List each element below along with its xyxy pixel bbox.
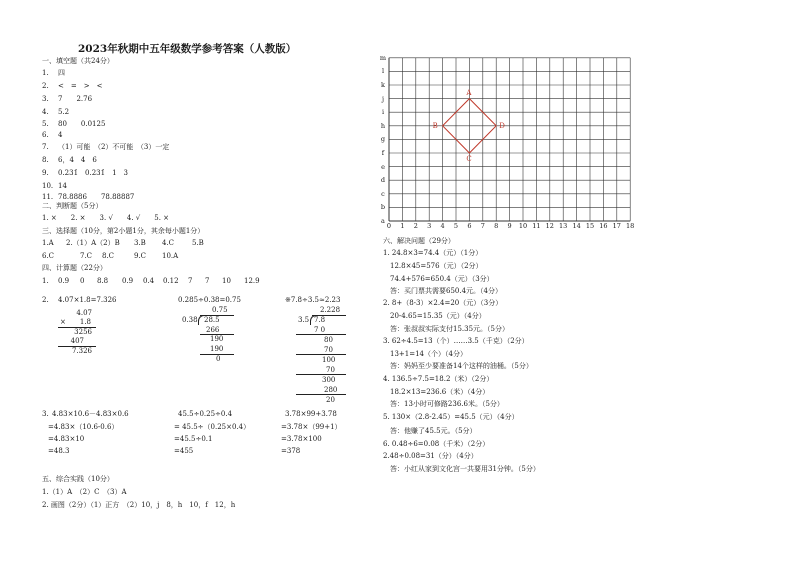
choice-item: 9.C <box>134 252 147 260</box>
solve-step-line: 20-4.65=15.35（元）（4分） <box>390 312 486 320</box>
solve-step-line: 答：13小时可修路236.6米。（5分） <box>390 400 504 408</box>
solve-step-line: 74.4+576=650.4（元）（3分） <box>390 275 494 283</box>
choice-item: 5.B <box>192 239 204 247</box>
calc3-a-line: 4.83×10.6－4.83×0.6 <box>52 410 129 418</box>
solve-question-line: 3. 62÷4.5=13（个）……3.5（千克）（2分） <box>383 337 529 345</box>
calc2-a-line: 4.07 <box>76 309 92 317</box>
section-fill-heading: 一、填空题（共24分） <box>42 57 114 65</box>
calc2-c-quotient: 2.228 <box>320 306 341 314</box>
fill-item-number: 11. <box>42 193 54 201</box>
choice-item: 4.C <box>162 239 175 247</box>
fill-item-answer: 78.8886 78.88887 <box>58 193 135 201</box>
calc2-b-line: 190 <box>210 345 224 353</box>
calc1-item: 0.9 <box>58 277 70 285</box>
section-judge-heading: 二、判断题（5分） <box>42 202 103 210</box>
choice-item: 6.C <box>42 252 55 260</box>
solve-question-line: 5. 130×（2.8-2.45）=45.5（元）（4分） <box>383 413 519 421</box>
calc3-c-line: 3.78×99+3.78 <box>285 410 337 418</box>
point-label: D <box>499 121 505 130</box>
choice-item: 3.B <box>134 239 146 247</box>
fill-item-number: 4. <box>42 108 49 116</box>
x-axis-label: 16 <box>599 222 608 230</box>
calc2-c-rule <box>296 334 346 335</box>
x-axis-label: 0 <box>386 222 392 230</box>
calc2-a-equation: 4.07×1.8=7.326 <box>58 296 117 304</box>
section-choice-heading: 三、选择题（10分，第2小题1分，其余每小题1分） <box>42 227 205 235</box>
fill-item-answer: 7 2.76 <box>58 95 93 103</box>
y-axis-label: i <box>381 108 385 117</box>
y-axis-label: b <box>380 203 386 212</box>
point-label: C <box>466 155 472 163</box>
x-axis-label: 18 <box>626 222 635 230</box>
x-axis-label: 7 <box>480 222 485 230</box>
x-axis-label: 15 <box>585 222 595 230</box>
page-title: 2023年秋期中五年级数学参考答案（人教版） <box>78 43 297 55</box>
y-axis-label: d <box>380 176 386 185</box>
fill-item-number: 9. <box>42 169 49 177</box>
fill-item-answer: < = > < <box>58 82 103 90</box>
y-axis-label: e <box>381 162 385 171</box>
y-axis-label: f <box>381 149 385 157</box>
calc1-item: 10 <box>222 277 231 285</box>
fill-item-number: 5. <box>42 120 49 128</box>
calc2-b-line: 266 <box>206 326 220 334</box>
calc2-c-line: 280 <box>324 386 338 394</box>
y-axis-label: j <box>381 94 384 103</box>
calc2-b-quotient: 0.75 <box>212 306 228 314</box>
calc2-b-line: 0 <box>216 355 221 363</box>
square-shape <box>443 99 497 153</box>
x-axis-label: 13 <box>559 222 568 230</box>
section-calc-heading: 四、计算题（22分） <box>42 264 107 272</box>
fill-item-number: 8. <box>42 156 49 164</box>
calc2-b-divisor: 0.38 <box>182 316 198 324</box>
fill-item-answer: 4 <box>58 131 63 139</box>
calc1-item: 7 <box>205 277 210 285</box>
solve-step-line: 答：他赚了45.5元。（5分） <box>390 427 477 435</box>
calc1-item: 7 <box>188 277 193 285</box>
calc2-c-line: 20 <box>326 396 335 404</box>
practice-2: 2. 画图（2分）（1）正方 （2）10，j 8，h 10，f 12，h <box>42 501 236 509</box>
calc3-label: 3. <box>42 410 49 418</box>
y-axis-label: a <box>381 217 385 225</box>
calc2-b-line: 190 <box>210 335 224 343</box>
calc1-item: 8.8 <box>97 277 109 285</box>
x-axis-label: 6 <box>467 222 472 230</box>
calc3-c-line: =378 <box>281 447 301 455</box>
y-axis-label: m <box>379 53 387 62</box>
point-label: B <box>432 121 438 130</box>
fill-item-answer: 四 <box>58 69 65 77</box>
calc3-c-line: =3.78×（99+1） <box>281 423 342 431</box>
x-axis-label: 4 <box>440 222 445 230</box>
y-axis-label: k <box>381 81 385 89</box>
choice-item: 10.A <box>162 252 179 260</box>
calc2-c-divisor: 3.5 <box>298 316 310 324</box>
calc2-c-equation: ※7.8÷3.5≈2.23 <box>285 296 341 304</box>
y-axis-label: l <box>381 67 385 76</box>
x-axis-label: 17 <box>612 222 621 230</box>
calc2-c-line: 70 <box>324 346 333 354</box>
calc3-a-line: =4.83×10 <box>48 435 85 443</box>
x-axis-label: 11 <box>532 222 541 230</box>
calc3-c-line: =3.78×100 <box>281 435 322 443</box>
solve-question-line: 4. 136.5÷7.5=18.2（米）（2分） <box>383 375 494 383</box>
calc2-a-line: 3256 <box>74 328 92 336</box>
calc2-c-line: 7 0 <box>314 326 326 334</box>
fill-item-number: 6. <box>42 131 49 139</box>
x-axis-label: 8 <box>494 222 499 230</box>
calc3-b-line: 45.5÷0.25÷0.4 <box>178 410 233 418</box>
fill-item-number: 7. <box>42 143 49 151</box>
calc3-a-line: =4.83×（10.6-0.6） <box>48 423 119 431</box>
calc2-a-line: × 1.8 <box>60 318 91 326</box>
calc2-c-rule <box>296 374 346 375</box>
calc1-item: 1. <box>42 277 49 285</box>
fill-item-answer: 80 0.0125 <box>58 120 106 128</box>
calc1-item: 0 <box>80 277 85 285</box>
calc1-item: 12.9 <box>244 277 260 285</box>
fill-item-number: 2. <box>42 82 49 90</box>
fill-item-answer: 0.231̇ 0.231̇ 1 3 <box>58 169 128 177</box>
calc2-label: 2. <box>42 296 49 304</box>
solve-question-line: 6. 0.48÷6=0.08（千米）（2分） <box>383 440 490 448</box>
x-axis-label: 5 <box>453 222 459 230</box>
x-axis-label: 2 <box>413 222 418 230</box>
calc2-c-rule <box>296 354 346 355</box>
solve-step-line: 12.8×45=576（元）（2分） <box>390 262 483 270</box>
calc3-b-line: =455 <box>174 447 194 455</box>
calc2-c-dividend: 7.8 <box>314 316 326 324</box>
solve-question-line: 2.48÷0.08=31（分）（4分） <box>383 452 478 460</box>
x-axis-label: 10 <box>518 222 528 230</box>
choice-item: 7.C <box>80 252 93 260</box>
calc1-item: 0.9 <box>122 277 134 285</box>
calc2-c-line: 80 <box>324 336 333 344</box>
x-axis-label: 9 <box>507 222 512 230</box>
solve-step-line: 13+1=14（个）（4分） <box>390 350 467 358</box>
y-axis-label: c <box>381 189 385 198</box>
y-axis-label: g <box>380 135 386 144</box>
solve-step-line: 18.2×13=236.6（米）（4分） <box>390 388 490 396</box>
calc2-c-line: 70 <box>326 366 335 374</box>
fill-item-number: 1. <box>42 69 49 77</box>
fill-item-number: 10. <box>42 182 54 190</box>
solve-step-line: 答：小红从家到文化宫一共要用31分钟。（5分） <box>390 465 540 473</box>
solve-question-line: 2. 8+（8-3）×2.4=20（元）（3分） <box>383 299 503 307</box>
calc2-a-line: 407 <box>70 337 84 345</box>
fill-item-answer: （1）可能 （2）不可能 （3）一定 <box>58 143 170 151</box>
point-label: A <box>466 88 472 97</box>
section-solve-heading: 六、解决问题（29分） <box>383 237 455 245</box>
calc3-a-line: =48.3 <box>48 447 70 455</box>
solve-question-line: 1. 24.8×3=74.4（元）（1分） <box>383 249 483 257</box>
x-axis-label: 1 <box>400 222 405 230</box>
calc1-item: 0.4 <box>143 277 155 285</box>
calc3-b-line: = 45.5÷（0.25×0.4） <box>174 423 251 431</box>
fill-item-number: 3. <box>42 95 49 103</box>
calc2-b-equation: 0.285÷0.38=0.75 <box>178 296 241 304</box>
calc2-c-line: 300 <box>322 376 336 384</box>
practice-1: 1.（1）A （2）C （3）A <box>42 488 127 496</box>
choice-item: 8.C <box>102 252 115 260</box>
calc2-a-line: 7.326 <box>71 347 92 355</box>
fill-item-answer: 14 <box>58 182 67 190</box>
x-axis-label: 3 <box>427 222 432 230</box>
solve-step-line: 答：妈妈至少要准备14个这样的油桶。（5分） <box>390 362 533 370</box>
judge-answers: 1. × 2. × 3. √ 4. √ 5. × <box>42 214 170 222</box>
calc2-c-line: 100 <box>322 356 336 364</box>
choice-item: 1.A <box>42 239 54 247</box>
calc2-b-dividend: 28.5 <box>204 316 220 324</box>
calc1-item: 0.12 <box>163 277 179 285</box>
fill-item-answer: 5.2 <box>58 108 70 116</box>
calc3-b-line: =45.5÷0.1 <box>174 435 213 443</box>
x-axis-label: 12 <box>545 222 554 230</box>
fill-item-answer: 6，4 4 6 <box>58 156 97 164</box>
section-practice-heading: 五、综合实践（10分） <box>42 475 114 483</box>
calc2-c-rule <box>296 394 346 395</box>
x-axis-label: 14 <box>572 222 581 230</box>
solve-step-line: 答：买门票共需要650.4元。（4分） <box>390 287 502 295</box>
solve-step-line: 答：张叔叔实际支付15.35元。（5分） <box>390 325 509 333</box>
y-axis-label: h <box>380 121 386 130</box>
choice-item: 2.（1）A（2）B <box>66 239 120 247</box>
